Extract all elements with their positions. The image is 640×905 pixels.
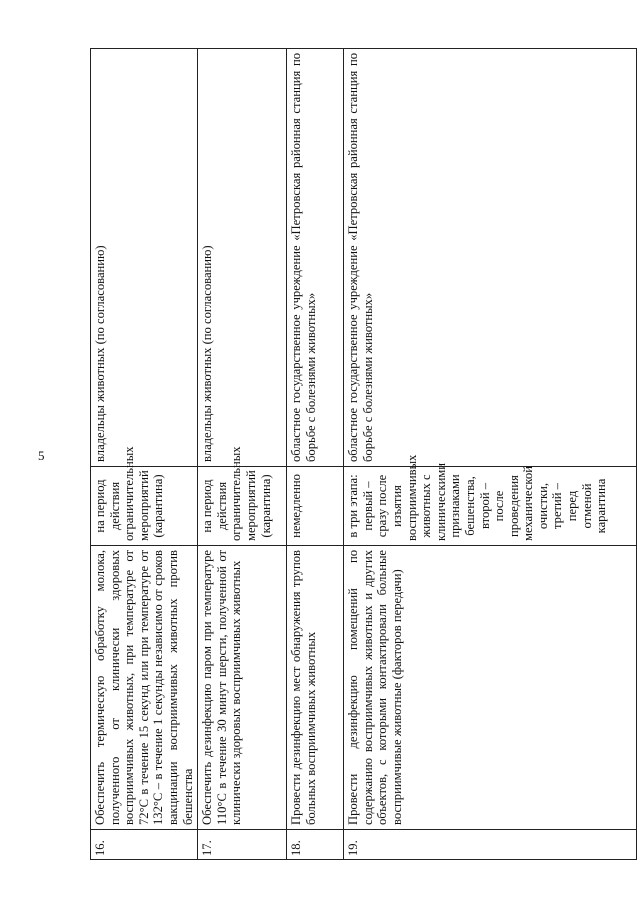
row-action: Обеспечить дезинфекцию паром при температуре 110°С в течение 30 минут шерсти, полученной от клинически здоровых восприимчивых животных (198, 546, 287, 830)
measures-table (90, 48, 637, 860)
row-action: Провести дезинфекцию помещений по содержанию восприимчивых животных и других объектов, с которыми контактировали больные восприимчивые животные (факторов передачи) (344, 546, 637, 830)
row-responsible: областное государственное учреждение «Петровская районная станция по борьбе с болезнями животных» (287, 49, 344, 467)
rotated-table-container (90, 48, 610, 860)
page-number: 5 (38, 448, 45, 463)
row-responsible: областное государственное учреждение «Петровская районная станция по борьбе с болезнями животных» (344, 49, 637, 467)
row-number: 17. (198, 830, 287, 860)
row-action: Обеспечить термическую обработку молока, полученного от клинически здоровых восприимчивых животных, при температуре от 72°С в течение 15 секунд или при температуре от 132°С – в течение 1 секунды независимо от сроков вакцинации восприимчивых животных против бешенства (91, 546, 198, 830)
row-term: на период действия ограничительных мероприятий (карантина) (198, 467, 287, 546)
row-term: на период действия ограничительных мероприятий (карантина) (91, 467, 198, 546)
row-action: Провести дезинфекцию мест обнаружения трупов больных восприимчивых животных (287, 546, 344, 830)
row-number: 19. (344, 830, 637, 860)
row-term: в три этапа: первый – сразу после изъятия восприимчивых животных с клиническими признаками бешенства, второй – после проведения механической очистки, третий – перед отменой карантина (344, 467, 637, 546)
row-responsible: владельцы животных (по согласованию) (91, 49, 198, 467)
table-row (91, 49, 198, 860)
table-row (287, 49, 344, 860)
table-row (198, 49, 287, 860)
row-number: 18. (287, 830, 344, 860)
row-term: немедленно (287, 467, 344, 546)
row-responsible: владельцы животных (по согласованию) (198, 49, 287, 467)
table-row (344, 49, 637, 860)
row-number: 16. (91, 830, 198, 860)
